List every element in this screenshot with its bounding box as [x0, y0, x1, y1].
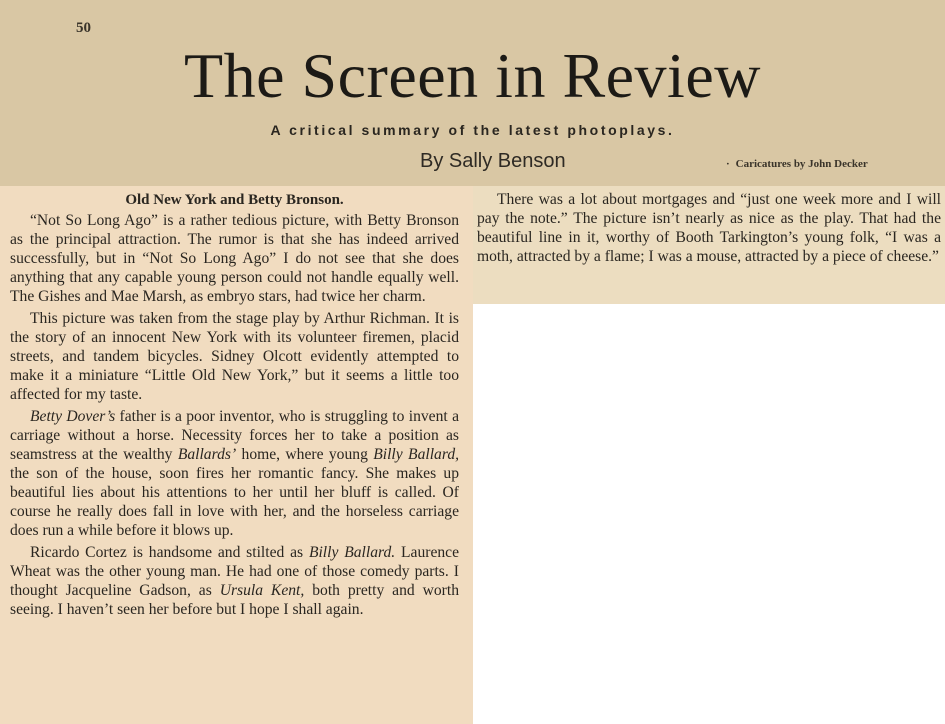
- paragraph-text: the son of the house, soon fires her romantic fancy. She makes up beautiful lies about his attentions to her until her bluff is called. Of course he really does fall in love with her, and the horseless carriage does run a while before it blows up.: [10, 465, 459, 539]
- article-column-left: [0, 186, 473, 724]
- paragraph-text: Ricardo Cortez is handsome and stilted as: [30, 544, 309, 561]
- page-title: The Screen in Review: [184, 40, 761, 111]
- italic-name: Billy Ballard,: [373, 446, 460, 463]
- credit-text: Caricatures by John Decker: [735, 158, 868, 170]
- paragraph-text: home, where young: [236, 446, 374, 463]
- paragraph-text: Laurence Wheat was the other young man. He had one of those comedy parts. I thought Jacqueline Gadson, as: [10, 544, 460, 599]
- bullet-dot: ·: [726, 158, 730, 170]
- magazine-header: [0, 0, 945, 186]
- article-paragraph-3: [10, 407, 459, 540]
- article-paragraph-2: This picture was taken from the stage play by Arthur Richman. It is the story of an innocent New York with its volunteer firemen, placid streets, and tandem bicycles. Sidney Olcott evidently attempted to make it a miniature “Little Old New York,” but it seems a little too affected for my taste.: [10, 310, 459, 403]
- caricature-credit: [726, 158, 868, 170]
- article-column-right: [473, 186, 945, 304]
- italic-name: Ballards’: [177, 446, 237, 463]
- page-number: 50: [76, 20, 91, 36]
- article-paragraph-continued: There was a lot about mortgages and “just one week more and I will pay the note.” The picture isn’t nearly as nice as the play. That had the beautiful line in it, worthy of Booth Tarkington’s young folk, “I was a moth, attracted by a flame; I was a mouse, attracted by a piece of cheese.”: [477, 191, 941, 265]
- italic-name: Billy Ballard.: [308, 544, 396, 561]
- article-paragraph-1: “Not So Long Ago” is a rather tedious picture, with Betty Bronson as the principal attraction. The rumor is that she has indeed arrived successfully, but in “Not So Long Ago” I do not see that she does anything that any capable young person could not handle equally well. The Gishes and Mae Marsh, as embryo stars, had twice her charm.: [10, 212, 459, 305]
- author-byline: By Sally Benson: [420, 150, 566, 172]
- italic-name: Ursula Kent,: [219, 582, 305, 599]
- page-subtitle: A critical summary of the latest photoplays.: [270, 122, 675, 138]
- article-paragraph-4: [10, 543, 459, 619]
- paragraph-text: both pretty and worth seeing. I haven’t seen her before but I hope I shall again.: [10, 582, 459, 618]
- italic-name: Betty Dover’s: [30, 408, 116, 425]
- paragraph-text: father is a poor inventor, who is struggling to invent a carriage without a horse. Necessity forces her to take a position as seamstress at the wealthy: [10, 408, 459, 463]
- section-heading: Old New York and Betty Bronson.: [125, 192, 344, 208]
